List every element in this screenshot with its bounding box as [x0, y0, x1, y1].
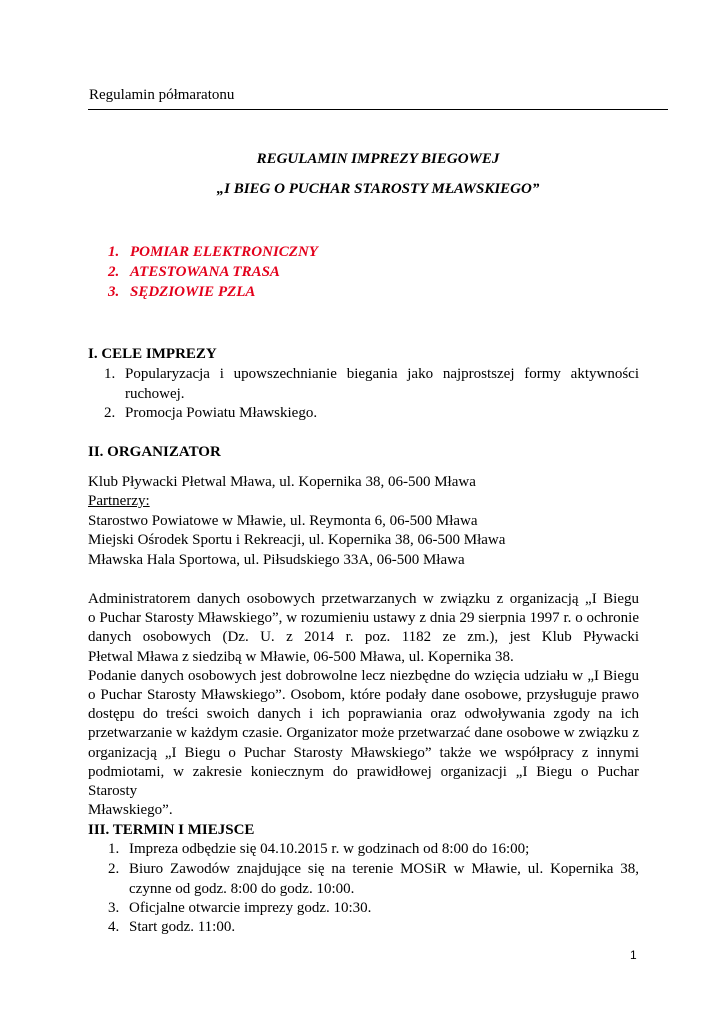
page-header-title: Regulamin półmaratonu — [89, 87, 235, 103]
section-heading-goals: I. CELE IMPREZY — [88, 346, 217, 362]
list-item: 1. Popularyzacja i upowszechnianie biegania jako najprostszej formy aktywności ruchowej. — [104, 366, 639, 402]
list-item: 4. Start godz. 11:00. — [108, 919, 236, 935]
partners-label: Partnerzy: — [88, 493, 150, 509]
highlight-item: 1. POMIAR ELEKTRONICZNY — [108, 244, 318, 260]
list-item: 3. Oficjalne otwarcie imprezy godz. 10:30. — [108, 900, 372, 916]
data-protection-paragraph: Administratorem danych osobowych przetwarzanych w związku z organizacją „I Biegu o Puchar Starosty Mławskiego”, w rozumieniu ustawy z dnia 29 sierpnia 1997 r. o ochronie danych osobowych (Dz. U. z 2014 r. poz. 1182 ze zm.), jest Klub Pływacki Płetwal Mława z siedzibą w Mławie, 06-500 Mława, ul. Kopernika 38. Podanie danych osobowych jest dobrowolne lecz niezbędne do wzięcia udziału w „I Biegu o Puchar Starosty Mławskiego”. Osobom, które podały dane osobowe, przysługuje prawo dostępu do treści swoich danych i ich poprawiania oraz odwoływania zgody na ich przetwarzanie w każdym czasie. Organizator może przetwarzać dane osobowe w związku z organizacją „I Biegu o Puchar Starosty Mławskiego” także we współpracy z innymi podmiotami, w zakresie koniecznym do prawidłowej organizacji „I Biegu o Puchar Starosty Mławskiego”. — [88, 591, 639, 819]
header-rule — [88, 109, 668, 110]
section-heading-time-place: III. TERMIN I MIEJSCE — [88, 822, 255, 838]
list-item: 2. Biuro Zawodów znajdujące się na terenie MOSiR w Mławie, ul. Kopernika 38, czynne od godz. 8:00 do godz. 10:00. — [108, 861, 639, 897]
partner-address: Mławska Hala Sportowa, ul. Piłsudskiego 33A, 06-500 Mława — [88, 552, 465, 568]
document-title: REGULAMIN IMPREZY BIEGOWEJ — [256, 151, 500, 167]
list-item: 1. Impreza odbędzie się 04.10.2015 r. w godzinach od 8:00 do 16:00; — [108, 841, 530, 857]
partner-address: Miejski Ośrodek Sportu i Rekreacji, ul. Kopernika 38, 06-500 Mława — [88, 532, 506, 548]
highlight-item: 2. ATESTOWANA TRASA — [108, 264, 280, 280]
partner-address: Starostwo Powiatowe w Mławie, ul. Reymonta 6, 06-500 Mława — [88, 513, 478, 529]
list-item: 2. Promocja Powiatu Mławskiego. — [104, 405, 318, 421]
section-heading-organizer: II. ORGANIZATOR — [88, 444, 221, 460]
document-subtitle: „I BIEG O PUCHAR STAROSTY MŁAWSKIEGO” — [216, 181, 540, 197]
organizer-address: Klub Pływacki Płetwal Mława, ul. Kopernika 38, 06-500 Mława — [88, 474, 476, 490]
highlight-item: 3. SĘDZIOWIE PZLA — [108, 284, 256, 300]
highlights-list — [108, 242, 318, 302]
page-number: 1 — [630, 948, 637, 962]
